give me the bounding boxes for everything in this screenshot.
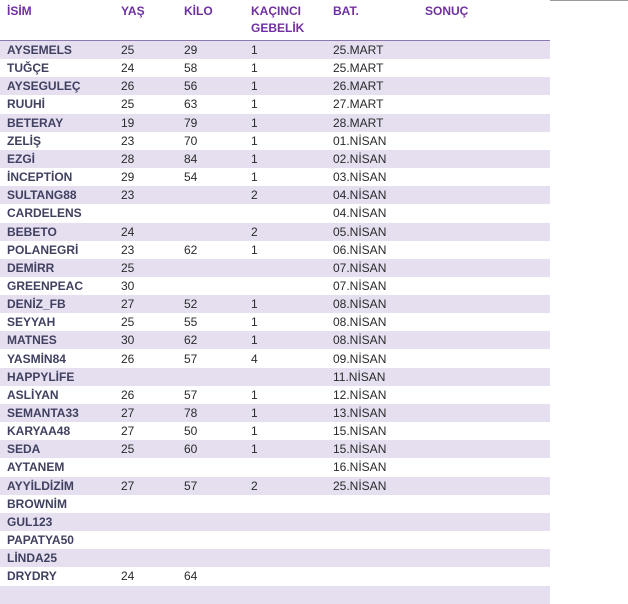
table-row (0, 350, 550, 368)
cell-name: SEMANTA33 (7, 406, 79, 420)
cell-date: 12.NİSAN (333, 387, 387, 402)
cell-kilo: 57 (184, 351, 198, 366)
cell-kilo: 62 (184, 333, 198, 348)
cell-age: 25 (121, 442, 135, 457)
cell-name: GREENPEAC (7, 278, 84, 293)
cell-kilo: 84 (184, 151, 198, 166)
cell-age: 27 (121, 406, 135, 420)
cell-name: TUĞÇE (7, 61, 49, 76)
table-row (0, 586, 550, 604)
cell-date: 11.NİSAN (333, 369, 386, 384)
cell-name: RUUHİ (7, 97, 45, 112)
cell-date: 02.NİSAN (333, 151, 387, 166)
table-row (0, 331, 550, 349)
cell-age: 25 (121, 260, 135, 275)
cell-date: 25.NİSAN (333, 478, 387, 493)
cell-age: 26 (121, 351, 135, 366)
cell-pregnancy: 1 (251, 43, 258, 57)
header-name: İSİM (7, 4, 32, 18)
cell-kilo: 56 (184, 79, 198, 94)
header-date: BAT. (333, 4, 359, 18)
cell-age: 27 (121, 297, 135, 312)
cell-date: 09.NİSAN (333, 351, 387, 366)
table-row (0, 59, 550, 77)
table-row (0, 440, 550, 458)
cell-date: 15.NİSAN (333, 442, 387, 457)
cell-date: 03.NİSAN (333, 170, 387, 185)
cell-age: 26 (121, 387, 135, 402)
cell-name: ASLİYAN (7, 387, 59, 402)
table-row (0, 531, 550, 549)
cell-date: 06.NİSAN (333, 242, 387, 257)
cell-pregnancy: 1 (251, 442, 258, 457)
cell-name: SULTANG88 (7, 188, 77, 203)
cell-name: SEDA (7, 442, 41, 457)
cell-kilo: 58 (184, 61, 198, 76)
cell-kilo: 57 (184, 478, 198, 493)
cell-name: MATNES (7, 333, 57, 348)
cell-name: YASMİN84 (7, 351, 66, 366)
table-header (0, 0, 550, 41)
cell-date: 01.NİSAN (333, 133, 387, 148)
cell-date: 07.NİSAN (333, 278, 387, 293)
cell-pregnancy: 1 (251, 333, 258, 348)
cell-name: POLANEGRİ (7, 242, 79, 257)
table-row (0, 549, 550, 567)
table-row (0, 422, 550, 440)
cell-name: EZGİ (7, 151, 36, 166)
cell-pregnancy: 2 (251, 224, 258, 239)
cell-name: LİNDA25 (7, 551, 58, 566)
cell-pregnancy: 4 (251, 351, 258, 366)
table-row (0, 313, 550, 331)
table-row (0, 95, 550, 113)
cell-pregnancy: 2 (251, 188, 258, 203)
cell-kilo: 79 (184, 115, 198, 130)
cell-pregnancy: 1 (251, 97, 258, 112)
cell-date: 13.NİSAN (333, 406, 387, 420)
cell-pregnancy: 1 (251, 61, 258, 76)
cell-date: 07.NİSAN (333, 260, 387, 275)
cell-age: 23 (121, 188, 135, 203)
cell-age: 28 (121, 151, 135, 166)
cell-kilo: 70 (184, 133, 198, 148)
cell-kilo: 55 (184, 315, 198, 330)
cell-kilo: 29 (184, 43, 198, 57)
cell-name: AYSEMELS (7, 43, 72, 57)
cell-name: BEBETO (7, 224, 57, 239)
cell-name: HAPPYLİFE (7, 369, 75, 384)
table-row (0, 404, 550, 422)
cell-age: 25 (121, 43, 135, 57)
cell-name: GUL123 (7, 514, 53, 529)
cell-pregnancy: 1 (251, 79, 258, 94)
cell-name: DEMİRR (7, 260, 55, 275)
cell-kilo: 62 (184, 242, 198, 257)
table-row (0, 132, 550, 150)
cell-age: 29 (121, 170, 135, 185)
table-row (0, 114, 550, 132)
cell-name: İNCEPTİON (7, 170, 73, 185)
cell-age: 19 (121, 115, 135, 130)
table-row (0, 241, 550, 259)
cell-kilo: 57 (184, 387, 198, 402)
cell-pregnancy: 1 (251, 387, 258, 402)
cell-date: 08.NİSAN (333, 315, 387, 330)
cell-kilo: 63 (184, 97, 198, 112)
cell-pregnancy: 1 (251, 297, 258, 312)
table-row (0, 277, 550, 295)
table-row (0, 77, 550, 95)
header-pregnancy-line2: GEBELİK (251, 21, 305, 35)
cell-age: 25 (121, 315, 135, 330)
cell-age: 24 (121, 224, 135, 239)
cell-pregnancy: 2 (251, 478, 258, 493)
header-border-line (550, 0, 628, 1)
cell-pregnancy: 1 (251, 170, 258, 185)
table-row (0, 513, 550, 531)
cell-name: BROWNİM (7, 496, 67, 511)
cell-name: ZELİŞ (7, 133, 42, 148)
cell-name: AYTANEM (7, 460, 65, 475)
cell-date: 26.MART (333, 79, 384, 94)
table-row (0, 186, 550, 204)
cell-name: DRYDRY (7, 569, 57, 584)
cell-age: 27 (121, 424, 135, 439)
cell-pregnancy: 1 (251, 406, 258, 420)
cell-date: 04.NİSAN (333, 188, 387, 203)
table-row (0, 458, 550, 476)
cell-date: 25.MART (333, 43, 384, 57)
cell-date: 16.NİSAN (333, 460, 387, 475)
cell-date: 28.MART (333, 115, 384, 130)
cell-kilo: 60 (184, 442, 198, 457)
header-pregnancy-line1: KAÇINCI (251, 4, 301, 18)
cell-age: 24 (121, 61, 135, 76)
table-row (0, 259, 550, 277)
table-row (0, 368, 550, 386)
table-row (0, 386, 550, 404)
cell-age: 26 (121, 79, 135, 94)
cell-date: 04.NİSAN (333, 206, 387, 221)
cell-pregnancy: 1 (251, 133, 258, 148)
cell-date: 08.NİSAN (333, 333, 387, 348)
table-row (0, 150, 550, 168)
table-row (0, 223, 550, 241)
table-row (0, 168, 550, 186)
cell-kilo: 64 (184, 569, 198, 584)
table-row (0, 567, 550, 585)
cell-kilo: 52 (184, 297, 198, 312)
cell-name: SEYYAH (7, 315, 56, 330)
cell-name: BETERAY (7, 115, 64, 130)
cell-date: 15.NİSAN (333, 424, 387, 439)
table-row (0, 295, 550, 313)
cell-date: 25.MART (333, 61, 384, 76)
table-row (0, 477, 550, 495)
cell-kilo: 78 (184, 406, 198, 420)
header-result: SONUÇ (425, 4, 469, 18)
cell-name: CARDELENS (7, 206, 82, 221)
cell-age: 23 (121, 133, 135, 148)
cell-date: 08.NİSAN (333, 297, 387, 312)
cell-pregnancy: 1 (251, 115, 258, 130)
table-row (0, 495, 550, 513)
cell-kilo: 50 (184, 424, 198, 439)
header-kilo: KİLO (184, 4, 213, 18)
cell-date: 05.NİSAN (333, 224, 387, 239)
cell-pregnancy: 1 (251, 424, 258, 439)
table-row (0, 204, 550, 222)
cell-age: 27 (121, 478, 135, 493)
cell-age: 30 (121, 333, 135, 348)
cell-name: AYYİLDİZİM (7, 478, 74, 493)
cell-pregnancy: 1 (251, 315, 258, 330)
cell-name: KARYAA48 (7, 424, 71, 439)
cell-age: 25 (121, 97, 135, 112)
cell-name: PAPATYA50 (7, 533, 74, 548)
cell-pregnancy: 1 (251, 242, 258, 257)
cell-kilo: 54 (184, 170, 198, 185)
cell-name: AYSEGULEÇ (7, 79, 81, 94)
table-row (0, 41, 550, 59)
cell-date: 27.MART (333, 97, 384, 112)
header-age: YAŞ (121, 4, 145, 18)
cell-pregnancy: 1 (251, 151, 258, 166)
cell-age: 24 (121, 569, 135, 584)
cell-name: DENİZ_FB (7, 297, 66, 312)
cell-age: 30 (121, 278, 135, 293)
cell-age: 23 (121, 242, 135, 257)
